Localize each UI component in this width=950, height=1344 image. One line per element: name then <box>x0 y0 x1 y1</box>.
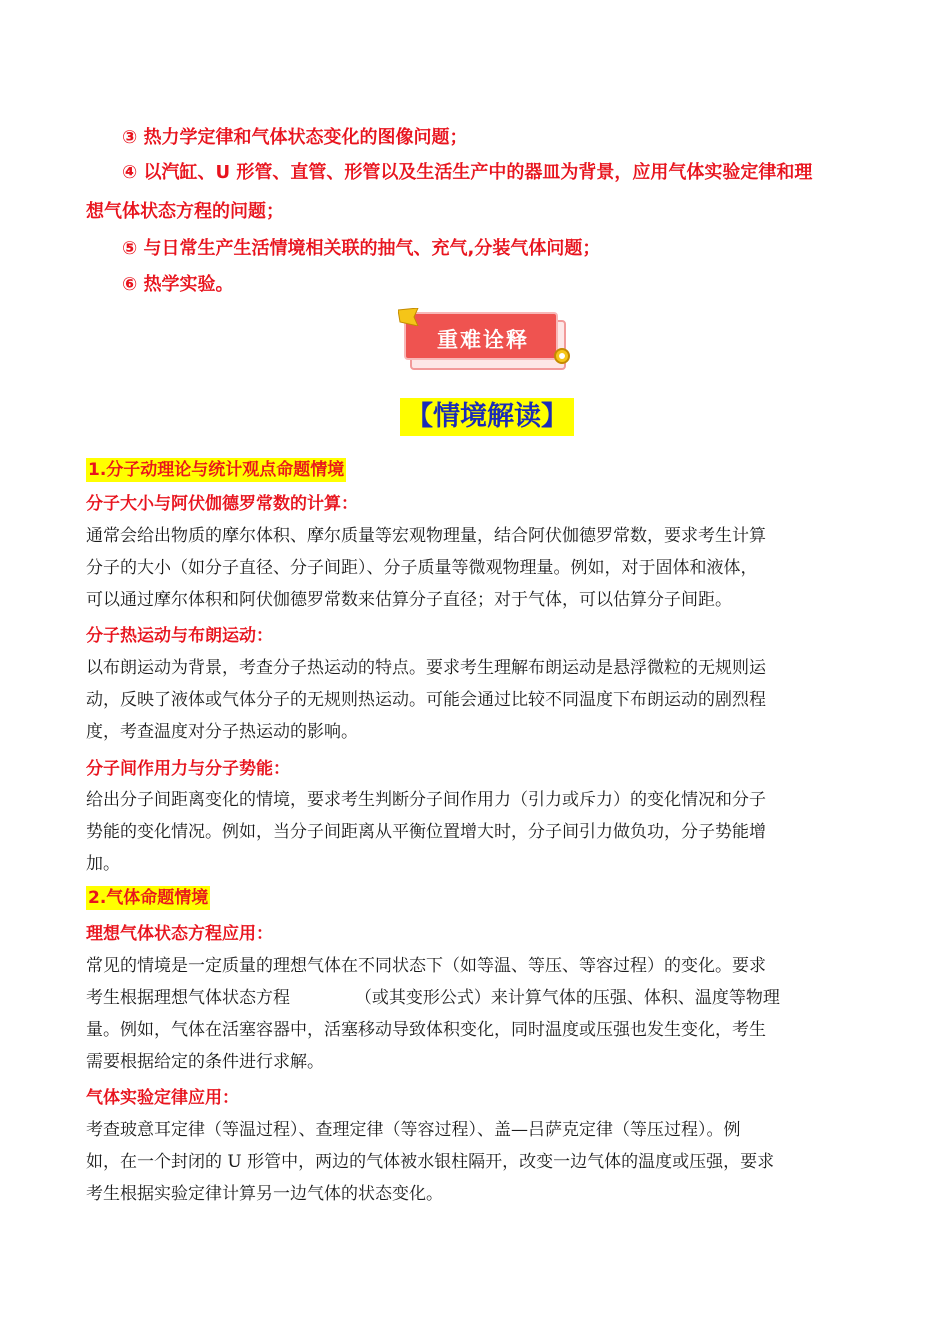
text-line: 可以通过摩尔体积和阿伏伽德罗常数来估算分子直径；对于气体，可以估算分子间距。 <box>86 590 732 610</box>
intro-item-4: ④ 以汽缸、U 形管、直管、形管以及生活生产中的器皿为背景，应用气体实验定律和理 <box>122 162 813 183</box>
text-line: 考查玻意耳定律（等温过程）、查理定律（等容过程）、盖—吕萨克定律（等压过程）。例 <box>86 1120 741 1140</box>
text-line: 势能的变化情况。例如，当分子间距离从平衡位置增大时，分子间引力做负功，分子势能增 <box>86 822 766 842</box>
section-2-heading: 2.气体命题情境 <box>88 888 209 908</box>
pennant-icon <box>398 308 420 326</box>
section-2-sub-2-title: 气体实验定律应用： <box>86 1088 239 1108</box>
text-line: 动，反映了液体或气体分子的无规则热运动。可能会通过比较不同温度下布朗运动的剧烈程 <box>86 690 766 710</box>
section-2-sub-1-text <box>86 950 864 1078</box>
text-line: 分子的大小（如分子直径、分子间距）、分子质量等微观物理量。例如，对于固体和液体， <box>86 558 758 578</box>
section-1-heading: 1.分子动理论与统计观点命题情境 <box>88 460 345 480</box>
text-line: 加。 <box>86 854 120 874</box>
text-line: 如，在一个封闭的 U 形管中，两边的气体被水银柱隔开，改变一边气体的温度或压强，要求 <box>86 1152 775 1172</box>
text-line: 考生根据实验定律计算另一边气体的状态变化。 <box>86 1184 443 1204</box>
text-line: 量。例如，气体在活塞容器中，活塞移动导致体积变化，同时温度或压强也发生变化，考生 <box>86 1020 766 1040</box>
text-line: 度，考查温度对分子热运动的影响。 <box>86 722 358 742</box>
section-1-sub-1-title: 分子大小与阿伏伽德罗常数的计算： <box>86 494 358 514</box>
text-line: 常见的情境是一定质量的理想气体在不同状态下（如等温、等压、等容过程）的变化。要求 <box>86 956 766 976</box>
ring-icon <box>552 346 572 366</box>
text-line: 通常会给出物质的摩尔体积、摩尔质量等宏观物理量，结合阿伏伽德罗常数，要求考生计算 <box>86 526 766 546</box>
text-line: 以布朗运动为背景，考查分子热运动的特点。要求考生理解布朗运动是悬浮微粒的无规则运 <box>86 658 766 678</box>
section-1-sub-3-title: 分子间作用力与分子势能： <box>86 759 290 779</box>
section-2-sub-1-title: 理想气体状态方程应用： <box>86 924 273 944</box>
intro-item-3: ③ 热力学定律和气体状态变化的图像问题； <box>122 127 468 148</box>
intro-item-5: ⑤ 与日常生产生活情境相关联的抽气、充气,分装气体问题； <box>122 238 601 259</box>
section-1-sub-2-title: 分子热运动与布朗运动： <box>86 626 273 646</box>
badge-body <box>404 312 558 360</box>
text-line: 给出分子间距离变化的情境，要求考生判断分子间作用力（引力或斥力）的变化情况和分子 <box>86 790 766 810</box>
intro-item-4-continued: 想气体状态方程的问题； <box>86 201 284 222</box>
section-badge <box>404 312 574 370</box>
section-2-sub-2-text <box>86 1114 864 1210</box>
badge-label: 重难诠释 <box>437 328 529 352</box>
intro-item-6: ⑥ 热学实验。 <box>122 274 234 295</box>
section-1-sub-2-text <box>86 652 864 748</box>
text-line: 需要根据给定的条件进行求解。 <box>86 1052 324 1072</box>
section-1-sub-3-text <box>86 784 864 880</box>
section-1-sub-1-text <box>86 520 864 616</box>
text-line: 考生根据理想气体状态方程 （或其变形公式）来计算气体的压强、体积、温度等物理 <box>86 988 780 1008</box>
scenario-banner: 【情境解读】 <box>400 398 574 436</box>
